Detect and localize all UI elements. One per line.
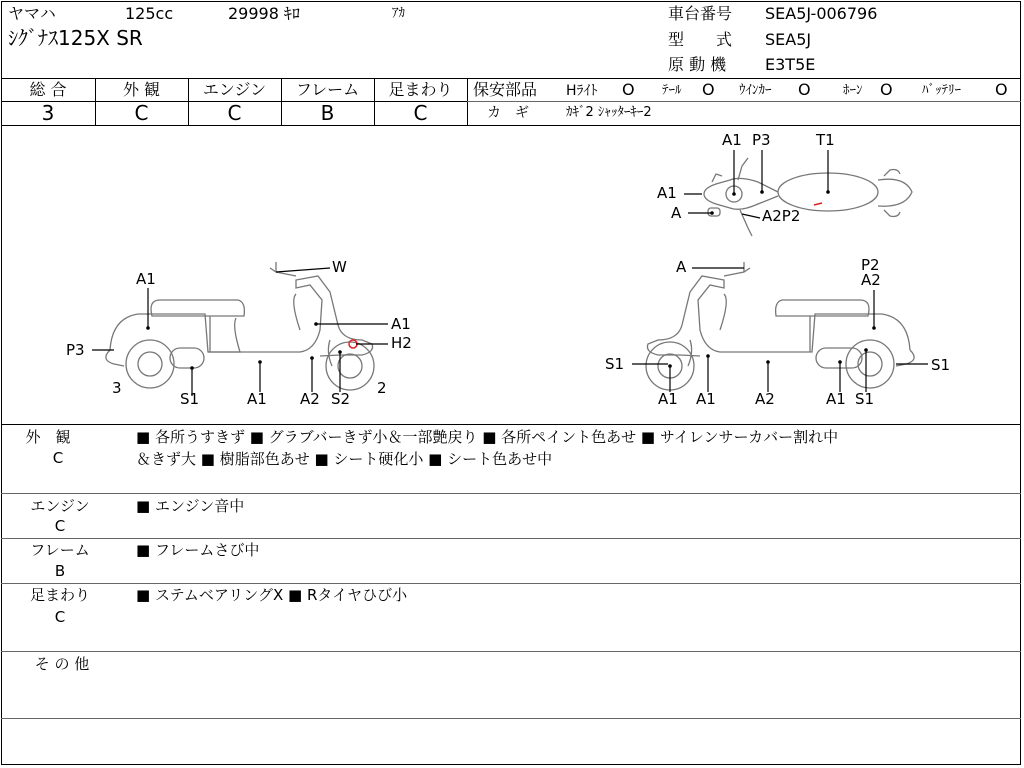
note-category-suspension: 足まわり: [29, 586, 90, 604]
safety-label: 保安部品: [473, 80, 538, 99]
frame-number-value: SEA5J-006796: [765, 4, 878, 23]
diagram-label: A1: [722, 131, 742, 149]
diagram-label: A1: [658, 390, 678, 408]
safety-item-horn: ﾎｰﾝ: [843, 83, 863, 98]
note-line: ＆きず大 ■ 樹脂部色あせ ■ シート硬化小 ■ シート色あせ中: [136, 450, 553, 468]
grade-header-suspension: 足まわり: [388, 80, 453, 99]
grade-value-total: 3: [41, 101, 55, 125]
diagram-label: W: [332, 258, 347, 276]
safety-item-headlight: Hﾗｲﾄ: [566, 83, 598, 99]
note-divider: [1, 493, 1021, 494]
diagram-label: P3: [66, 341, 85, 359]
note-grade-frame: B: [54, 562, 66, 580]
diagram-label: A2: [755, 390, 775, 408]
header-divider: [1, 78, 1021, 79]
grade-header-engine: エンジン: [202, 80, 267, 99]
safety-mark-battery: O: [995, 80, 1008, 99]
diagram-label: A2: [300, 390, 320, 408]
safety-item-tail: ﾃｰﾙ: [662, 83, 682, 98]
grade-value-frame: B: [320, 101, 335, 125]
safety-mark-headlight: O: [622, 80, 635, 99]
engine-label: 原 動 機: [668, 55, 727, 74]
note-line: ■ エンジン音中: [136, 497, 245, 515]
model-name: ｼｸﾞﾅｽ125X SR: [8, 26, 143, 50]
diagram-label: A1: [696, 390, 716, 408]
diagram-label: A1: [247, 390, 267, 408]
note-line: ■ ステムベアリングX ■ Rタイヤひび小: [136, 586, 408, 604]
safety-mark-tail: O: [702, 80, 715, 99]
engine-value: E3T5E: [765, 55, 816, 74]
diagram-label: A: [676, 258, 687, 276]
grade-header-total: 総 合: [29, 80, 67, 99]
diagram-bottom-line: [1, 424, 1021, 425]
diagram-label: 2: [377, 379, 387, 397]
note-category-other: そ の 他: [34, 655, 90, 673]
note-category-engine: エンジン: [30, 497, 90, 515]
diagram-label: S1: [605, 355, 625, 373]
note-divider: [1, 538, 1021, 539]
diagram-label: A1: [826, 390, 846, 408]
mileage: 29998 ｷﾛ: [228, 4, 300, 23]
top-view-scooter: [704, 158, 912, 236]
diagram-label: A1: [136, 270, 156, 288]
damage-marks: [349, 203, 822, 348]
grade-header-frame: フレーム: [295, 80, 360, 99]
diagram-label: A1: [657, 184, 677, 202]
note-divider: [1, 583, 1021, 584]
diagram-label: A: [671, 204, 682, 222]
diagram-label: S1: [855, 390, 875, 408]
safety-item-battery: ﾊﾞｯﾃﾘｰ: [922, 83, 961, 98]
key-label: カ ギ: [487, 105, 529, 121]
type-label: 型 式: [668, 30, 733, 49]
frame-number-label: 車台番号: [668, 4, 733, 23]
grade-value-exterior: C: [134, 101, 149, 125]
note-line: ■ 各所うすきず ■ グラブバーきず小＆一部艶戻り ■ 各所ペイント色あせ ■ サイレンサーカバー割れ中: [136, 428, 839, 446]
note-category-frame: フレーム: [30, 541, 90, 559]
safety-mark-horn: O: [880, 80, 893, 99]
note-grade-engine: C: [54, 517, 66, 535]
type-value: SEA5J: [765, 30, 812, 49]
safety-row-divider: [467, 101, 1021, 102]
grade-header-exterior: 外 観: [122, 80, 161, 99]
diagram-label: S1: [180, 390, 200, 408]
displacement: 125cc: [125, 4, 174, 23]
diagram-label: A2P2: [762, 207, 801, 225]
diagram-label: 3: [112, 379, 122, 397]
note-category-exterior: 外 観: [25, 428, 71, 446]
color: ｱｶ: [392, 6, 405, 21]
grade-value-suspension: C: [413, 101, 428, 125]
safety-item-winker: ｳｲﾝｶｰ: [739, 83, 772, 98]
diagram-label: P3: [752, 131, 771, 149]
key-value: ｶｷﾞ2 ｼｬｯﾀｰｷｰ2: [566, 105, 652, 120]
note-grade-suspension: C: [54, 608, 66, 626]
diagram-label: A2: [861, 271, 881, 289]
diagram-label: H2: [391, 334, 412, 352]
diagram-label: A1: [391, 315, 411, 333]
leader-lines: [92, 150, 928, 396]
diagram-label: P2: [861, 256, 880, 274]
note-divider: [1, 718, 1021, 719]
note-grade-exterior: C: [52, 449, 64, 467]
diagram-label: T1: [816, 131, 835, 149]
maker: ヤマハ: [8, 4, 56, 23]
grade-value-engine: C: [227, 101, 242, 125]
note-line: ■ フレームさび中: [136, 541, 260, 559]
safety-mark-winker: O: [798, 80, 811, 99]
diagram-label: S1: [931, 356, 951, 374]
diagram-label: S2: [331, 390, 351, 408]
note-divider: [1, 651, 1021, 652]
